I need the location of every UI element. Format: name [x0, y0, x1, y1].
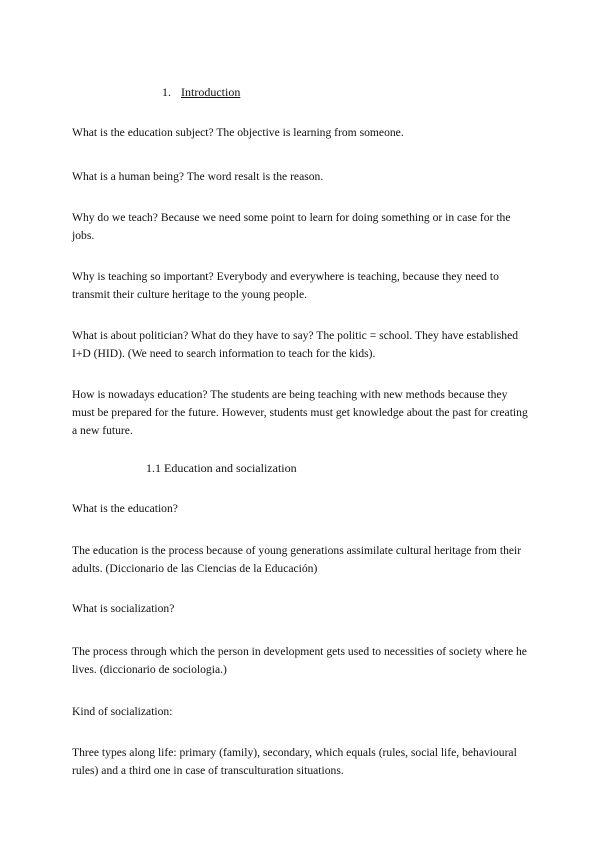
section-title: Introduction [181, 85, 241, 99]
subsection-heading: 1.1 Education and socialization [146, 461, 297, 475]
paragraph-teaching-important: Why is teaching so important? Everybody and everywhere is teaching, because they need to transmit their culture heritage to the young people. [72, 270, 499, 301]
paragraph-three-types: Three types along life: primary (family), secondary, which equals (rules, social life, behavioural rules) and a third one in case of transculturation situations. [72, 746, 517, 777]
section-number: 1. [162, 85, 171, 99]
paragraph-education-subject: What is the education subject? The objective is learning from someone. [72, 126, 404, 139]
paragraph-what-is-education: What is the education? [72, 502, 178, 515]
paragraph-kind-of-socialization: Kind of socialization: [72, 705, 173, 718]
paragraph-politician: What is about politician? What do they have to say? The politic = school. They have established I+D (HID). (We need to search information to teach for the kids). [72, 329, 519, 360]
paragraph-why-teach: Why do we teach? Because we need some point to learn for doing something or in case for the jobs. [72, 211, 511, 242]
paragraph-human-being: What is a human being? The word resalt is the reason. [72, 170, 324, 183]
paragraph-socialization-definition: The process through which the person in development gets used to necessities of society where he lives. (diccionario de sociologia.) [72, 645, 527, 676]
paragraph-what-is-socialization: What is socialization? [72, 602, 175, 615]
section-heading [162, 84, 240, 100]
paragraph-nowadays-education: How is nowadays education? The students are being teaching with new methods because they must be prepared for the future. However, students must get knowledge about the past for creating a new future. [72, 388, 528, 437]
paragraph-education-definition: The education is the process because of young generations assimilate cultural heritage from their adults. (Diccionario de las Ciencias de la Educación) [72, 544, 522, 575]
